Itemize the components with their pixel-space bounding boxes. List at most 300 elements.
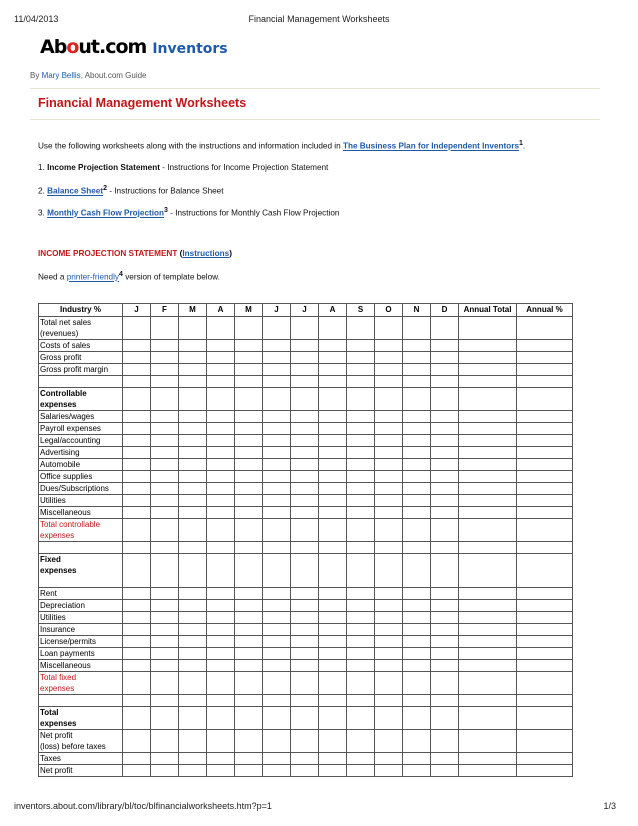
- table-cell[interactable]: [347, 542, 375, 554]
- table-cell[interactable]: [319, 600, 347, 612]
- table-cell[interactable]: [235, 672, 263, 695]
- table-cell[interactable]: [347, 340, 375, 352]
- table-cell[interactable]: [517, 495, 573, 507]
- table-cell[interactable]: [403, 695, 431, 707]
- table-cell[interactable]: [235, 435, 263, 447]
- table-cell[interactable]: [151, 588, 179, 600]
- table-cell[interactable]: [263, 624, 291, 636]
- table-cell[interactable]: [291, 411, 319, 423]
- table-cell[interactable]: [235, 753, 263, 765]
- table-cell[interactable]: [375, 672, 403, 695]
- table-cell[interactable]: [375, 423, 403, 435]
- table-cell[interactable]: [179, 364, 207, 376]
- table-cell[interactable]: [123, 495, 151, 507]
- table-cell[interactable]: [347, 317, 375, 340]
- table-cell[interactable]: [319, 352, 347, 364]
- table-cell[interactable]: [151, 624, 179, 636]
- table-cell[interactable]: [151, 340, 179, 352]
- table-cell[interactable]: [319, 317, 347, 340]
- table-cell[interactable]: [263, 340, 291, 352]
- table-cell[interactable]: [151, 483, 179, 495]
- table-cell[interactable]: [319, 707, 347, 730]
- table-cell[interactable]: [347, 612, 375, 624]
- table-cell[interactable]: [375, 483, 403, 495]
- table-cell[interactable]: [517, 352, 573, 364]
- table-cell[interactable]: [179, 600, 207, 612]
- table-cell[interactable]: [151, 376, 179, 388]
- table-cell[interactable]: [347, 471, 375, 483]
- table-cell[interactable]: [291, 707, 319, 730]
- table-cell[interactable]: [375, 695, 403, 707]
- table-cell[interactable]: [375, 435, 403, 447]
- table-cell[interactable]: [517, 507, 573, 519]
- table-cell[interactable]: [179, 554, 207, 588]
- table-cell[interactable]: [151, 707, 179, 730]
- table-cell[interactable]: [459, 388, 517, 411]
- table-cell[interactable]: [151, 507, 179, 519]
- table-cell[interactable]: [459, 435, 517, 447]
- table-cell[interactable]: [319, 542, 347, 554]
- table-cell[interactable]: [291, 554, 319, 588]
- table-cell[interactable]: [403, 459, 431, 471]
- table-cell[interactable]: [207, 459, 235, 471]
- table-cell[interactable]: [207, 435, 235, 447]
- table-cell[interactable]: [235, 423, 263, 435]
- table-cell[interactable]: [263, 588, 291, 600]
- table-cell[interactable]: [123, 624, 151, 636]
- table-cell[interactable]: [235, 636, 263, 648]
- table-cell[interactable]: [151, 695, 179, 707]
- table-cell[interactable]: [347, 376, 375, 388]
- table-cell[interactable]: [263, 695, 291, 707]
- table-cell[interactable]: [291, 435, 319, 447]
- table-cell[interactable]: [459, 648, 517, 660]
- table-cell[interactable]: [123, 411, 151, 423]
- table-cell[interactable]: [375, 542, 403, 554]
- table-cell[interactable]: [263, 730, 291, 753]
- table-cell[interactable]: [207, 388, 235, 411]
- table-cell[interactable]: [207, 317, 235, 340]
- table-cell[interactable]: [431, 388, 459, 411]
- table-cell[interactable]: [431, 542, 459, 554]
- table-cell[interactable]: [179, 695, 207, 707]
- table-cell[interactable]: [375, 471, 403, 483]
- table-cell[interactable]: [291, 507, 319, 519]
- table-cell[interactable]: [459, 376, 517, 388]
- table-cell[interactable]: [403, 542, 431, 554]
- table-cell[interactable]: [403, 471, 431, 483]
- table-cell[interactable]: [123, 636, 151, 648]
- table-cell[interactable]: [517, 554, 573, 588]
- table-cell[interactable]: [459, 753, 517, 765]
- table-cell[interactable]: [403, 519, 431, 542]
- table-cell[interactable]: [375, 753, 403, 765]
- table-cell[interactable]: [123, 471, 151, 483]
- table-cell[interactable]: [347, 600, 375, 612]
- table-cell[interactable]: [347, 672, 375, 695]
- table-cell[interactable]: [403, 554, 431, 588]
- table-cell[interactable]: [291, 730, 319, 753]
- table-cell[interactable]: [263, 765, 291, 777]
- table-cell[interactable]: [347, 411, 375, 423]
- table-cell[interactable]: [431, 588, 459, 600]
- table-cell[interactable]: [151, 636, 179, 648]
- table-cell[interactable]: [207, 364, 235, 376]
- table-cell[interactable]: [123, 765, 151, 777]
- table-cell[interactable]: [235, 352, 263, 364]
- table-cell[interactable]: [431, 352, 459, 364]
- table-cell[interactable]: [207, 624, 235, 636]
- table-cell[interactable]: [179, 411, 207, 423]
- table-cell[interactable]: [375, 636, 403, 648]
- table-cell[interactable]: [403, 411, 431, 423]
- table-cell[interactable]: [347, 554, 375, 588]
- table-cell[interactable]: [347, 765, 375, 777]
- table-cell[interactable]: [151, 364, 179, 376]
- table-cell[interactable]: [431, 317, 459, 340]
- table-cell[interactable]: [517, 411, 573, 423]
- table-cell[interactable]: [291, 495, 319, 507]
- instructions-link[interactable]: Instructions: [182, 249, 230, 258]
- table-cell[interactable]: [123, 707, 151, 730]
- table-cell[interactable]: [319, 388, 347, 411]
- table-cell[interactable]: [179, 352, 207, 364]
- table-cell[interactable]: [347, 507, 375, 519]
- table-cell[interactable]: [151, 495, 179, 507]
- table-cell[interactable]: [291, 519, 319, 542]
- table-cell[interactable]: [319, 459, 347, 471]
- table-cell[interactable]: [347, 519, 375, 542]
- table-cell[interactable]: [291, 672, 319, 695]
- table-cell[interactable]: [263, 411, 291, 423]
- table-cell[interactable]: [319, 648, 347, 660]
- table-cell[interactable]: [235, 600, 263, 612]
- table-cell[interactable]: [431, 648, 459, 660]
- table-cell[interactable]: [517, 542, 573, 554]
- table-cell[interactable]: [123, 588, 151, 600]
- table-cell[interactable]: [235, 707, 263, 730]
- table-cell[interactable]: [207, 542, 235, 554]
- table-cell[interactable]: [123, 695, 151, 707]
- table-cell[interactable]: [151, 352, 179, 364]
- table-cell[interactable]: [235, 340, 263, 352]
- table-cell[interactable]: [235, 765, 263, 777]
- table-cell[interactable]: [207, 423, 235, 435]
- table-cell[interactable]: [459, 495, 517, 507]
- table-cell[interactable]: [431, 364, 459, 376]
- table-cell[interactable]: [151, 660, 179, 672]
- table-cell[interactable]: [459, 340, 517, 352]
- table-cell[interactable]: [179, 423, 207, 435]
- table-cell[interactable]: [123, 507, 151, 519]
- table-cell[interactable]: [123, 753, 151, 765]
- table-cell[interactable]: [431, 519, 459, 542]
- table-cell[interactable]: [403, 612, 431, 624]
- table-cell[interactable]: [375, 507, 403, 519]
- table-cell[interactable]: [263, 352, 291, 364]
- table-cell[interactable]: [459, 483, 517, 495]
- table-cell[interactable]: [375, 600, 403, 612]
- table-cell[interactable]: [207, 483, 235, 495]
- table-cell[interactable]: [123, 519, 151, 542]
- table-cell[interactable]: [263, 317, 291, 340]
- table-cell[interactable]: [291, 364, 319, 376]
- table-cell[interactable]: [403, 447, 431, 459]
- table-cell[interactable]: [235, 471, 263, 483]
- table-cell[interactable]: [517, 519, 573, 542]
- table-cell[interactable]: [403, 753, 431, 765]
- table-cell[interactable]: [517, 423, 573, 435]
- table-cell[interactable]: [459, 317, 517, 340]
- author-link[interactable]: Mary Bellis: [41, 71, 81, 80]
- table-cell[interactable]: [263, 364, 291, 376]
- table-cell[interactable]: [517, 695, 573, 707]
- table-cell[interactable]: [207, 612, 235, 624]
- table-cell[interactable]: [235, 695, 263, 707]
- table-cell[interactable]: [123, 612, 151, 624]
- table-cell[interactable]: [291, 459, 319, 471]
- table-cell[interactable]: [235, 317, 263, 340]
- table-cell[interactable]: [263, 388, 291, 411]
- table-cell[interactable]: [459, 411, 517, 423]
- table-cell[interactable]: [179, 765, 207, 777]
- table-cell[interactable]: [123, 459, 151, 471]
- table-cell[interactable]: [431, 376, 459, 388]
- table-cell[interactable]: [319, 660, 347, 672]
- table-cell[interactable]: [431, 660, 459, 672]
- table-cell[interactable]: [179, 483, 207, 495]
- table-cell[interactable]: [431, 495, 459, 507]
- table-cell[interactable]: [517, 447, 573, 459]
- table-cell[interactable]: [235, 730, 263, 753]
- table-cell[interactable]: [375, 554, 403, 588]
- table-cell[interactable]: [179, 435, 207, 447]
- table-cell[interactable]: [123, 730, 151, 753]
- table-cell[interactable]: [431, 447, 459, 459]
- table-cell[interactable]: [347, 588, 375, 600]
- table-cell[interactable]: [431, 636, 459, 648]
- table-cell[interactable]: [319, 730, 347, 753]
- table-cell[interactable]: [459, 507, 517, 519]
- table-cell[interactable]: [459, 612, 517, 624]
- table-cell[interactable]: [431, 624, 459, 636]
- table-cell[interactable]: [375, 730, 403, 753]
- table-cell[interactable]: [403, 730, 431, 753]
- table-cell[interactable]: [291, 660, 319, 672]
- table-cell[interactable]: [459, 672, 517, 695]
- table-cell[interactable]: [179, 542, 207, 554]
- table-cell[interactable]: [151, 411, 179, 423]
- table-cell[interactable]: [459, 459, 517, 471]
- table-cell[interactable]: [291, 317, 319, 340]
- table-cell[interactable]: [347, 435, 375, 447]
- table-cell[interactable]: [375, 495, 403, 507]
- table-cell[interactable]: [319, 423, 347, 435]
- table-cell[interactable]: [263, 447, 291, 459]
- table-cell[interactable]: [235, 624, 263, 636]
- table-cell[interactable]: [347, 352, 375, 364]
- table-cell[interactable]: [151, 753, 179, 765]
- table-cell[interactable]: [431, 411, 459, 423]
- table-cell[interactable]: [459, 554, 517, 588]
- table-cell[interactable]: [207, 730, 235, 753]
- table-cell[interactable]: [207, 352, 235, 364]
- table-cell[interactable]: [179, 376, 207, 388]
- table-cell[interactable]: [459, 707, 517, 730]
- table-cell[interactable]: [403, 507, 431, 519]
- table-cell[interactable]: [403, 648, 431, 660]
- table-cell[interactable]: [207, 753, 235, 765]
- table-cell[interactable]: [179, 636, 207, 648]
- table-cell[interactable]: [403, 707, 431, 730]
- table-cell[interactable]: [179, 612, 207, 624]
- table-cell[interactable]: [179, 447, 207, 459]
- table-cell[interactable]: [207, 411, 235, 423]
- table-cell[interactable]: [151, 447, 179, 459]
- table-cell[interactable]: [347, 447, 375, 459]
- table-cell[interactable]: [319, 411, 347, 423]
- table-cell[interactable]: [263, 554, 291, 588]
- table-cell[interactable]: [517, 588, 573, 600]
- table-cell[interactable]: [319, 495, 347, 507]
- table-cell[interactable]: [123, 672, 151, 695]
- table-cell[interactable]: [291, 765, 319, 777]
- table-cell[interactable]: [235, 660, 263, 672]
- table-cell[interactable]: [431, 707, 459, 730]
- table-cell[interactable]: [319, 340, 347, 352]
- table-cell[interactable]: [291, 471, 319, 483]
- table-cell[interactable]: [263, 483, 291, 495]
- table-cell[interactable]: [347, 423, 375, 435]
- table-cell[interactable]: [179, 707, 207, 730]
- table-cell[interactable]: [207, 340, 235, 352]
- table-cell[interactable]: [459, 364, 517, 376]
- table-cell[interactable]: [517, 612, 573, 624]
- table-cell[interactable]: [347, 459, 375, 471]
- table-cell[interactable]: [431, 507, 459, 519]
- table-cell[interactable]: [375, 388, 403, 411]
- table-cell[interactable]: [207, 507, 235, 519]
- table-cell[interactable]: [291, 447, 319, 459]
- table-cell[interactable]: [235, 483, 263, 495]
- table-cell[interactable]: [347, 707, 375, 730]
- table-cell[interactable]: [347, 660, 375, 672]
- table-cell[interactable]: [151, 317, 179, 340]
- table-cell[interactable]: [151, 600, 179, 612]
- table-cell[interactable]: [263, 507, 291, 519]
- table-cell[interactable]: [179, 588, 207, 600]
- table-cell[interactable]: [431, 600, 459, 612]
- table-cell[interactable]: [207, 447, 235, 459]
- about-com-logo[interactable]: [40, 36, 228, 58]
- table-cell[interactable]: [263, 423, 291, 435]
- table-cell[interactable]: [459, 600, 517, 612]
- table-cell[interactable]: [431, 765, 459, 777]
- table-cell[interactable]: [375, 317, 403, 340]
- table-cell[interactable]: [263, 612, 291, 624]
- table-cell[interactable]: [431, 612, 459, 624]
- table-cell[interactable]: [263, 600, 291, 612]
- table-cell[interactable]: [375, 352, 403, 364]
- table-cell[interactable]: [207, 695, 235, 707]
- table-cell[interactable]: [263, 542, 291, 554]
- table-cell[interactable]: [403, 660, 431, 672]
- table-cell[interactable]: [235, 507, 263, 519]
- table-cell[interactable]: [151, 471, 179, 483]
- table-cell[interactable]: [517, 435, 573, 447]
- table-cell[interactable]: [263, 636, 291, 648]
- table-cell[interactable]: [403, 636, 431, 648]
- table-cell[interactable]: [207, 519, 235, 542]
- table-cell[interactable]: [431, 672, 459, 695]
- table-cell[interactable]: [291, 423, 319, 435]
- table-cell[interactable]: [375, 364, 403, 376]
- table-cell[interactable]: [151, 672, 179, 695]
- table-cell[interactable]: [319, 753, 347, 765]
- table-cell[interactable]: [375, 624, 403, 636]
- table-cell[interactable]: [403, 340, 431, 352]
- table-cell[interactable]: [179, 471, 207, 483]
- table-cell[interactable]: [517, 376, 573, 388]
- table-cell[interactable]: [517, 317, 573, 340]
- table-cell[interactable]: [517, 340, 573, 352]
- table-cell[interactable]: [179, 730, 207, 753]
- table-cell[interactable]: [431, 753, 459, 765]
- table-cell[interactable]: [151, 542, 179, 554]
- table-cell[interactable]: [235, 447, 263, 459]
- table-cell[interactable]: [459, 636, 517, 648]
- table-cell[interactable]: [517, 765, 573, 777]
- table-cell[interactable]: [207, 672, 235, 695]
- table-cell[interactable]: [123, 542, 151, 554]
- table-cell[interactable]: [517, 753, 573, 765]
- table-cell[interactable]: [291, 600, 319, 612]
- table-cell[interactable]: [459, 423, 517, 435]
- table-cell[interactable]: [347, 730, 375, 753]
- table-cell[interactable]: [207, 588, 235, 600]
- table-cell[interactable]: [179, 648, 207, 660]
- table-cell[interactable]: [235, 648, 263, 660]
- table-cell[interactable]: [179, 624, 207, 636]
- table-cell[interactable]: [375, 588, 403, 600]
- table-cell[interactable]: [403, 624, 431, 636]
- table-cell[interactable]: [459, 471, 517, 483]
- table-cell[interactable]: [291, 376, 319, 388]
- table-cell[interactable]: [375, 707, 403, 730]
- table-cell[interactable]: [151, 612, 179, 624]
- table-cell[interactable]: [517, 388, 573, 411]
- table-cell[interactable]: [431, 471, 459, 483]
- table-cell[interactable]: [319, 672, 347, 695]
- table-cell[interactable]: [403, 483, 431, 495]
- table-cell[interactable]: [459, 352, 517, 364]
- table-cell[interactable]: [431, 730, 459, 753]
- table-cell[interactable]: [347, 753, 375, 765]
- table-cell[interactable]: [291, 483, 319, 495]
- table-cell[interactable]: [123, 483, 151, 495]
- table-cell[interactable]: [375, 411, 403, 423]
- table-cell[interactable]: [151, 519, 179, 542]
- table-cell[interactable]: [291, 624, 319, 636]
- table-cell[interactable]: [179, 660, 207, 672]
- table-cell[interactable]: [347, 695, 375, 707]
- table-cell[interactable]: [123, 364, 151, 376]
- table-cell[interactable]: [375, 612, 403, 624]
- table-cell[interactable]: [517, 483, 573, 495]
- table-cell[interactable]: [151, 765, 179, 777]
- table-cell[interactable]: [347, 483, 375, 495]
- table-cell[interactable]: [319, 376, 347, 388]
